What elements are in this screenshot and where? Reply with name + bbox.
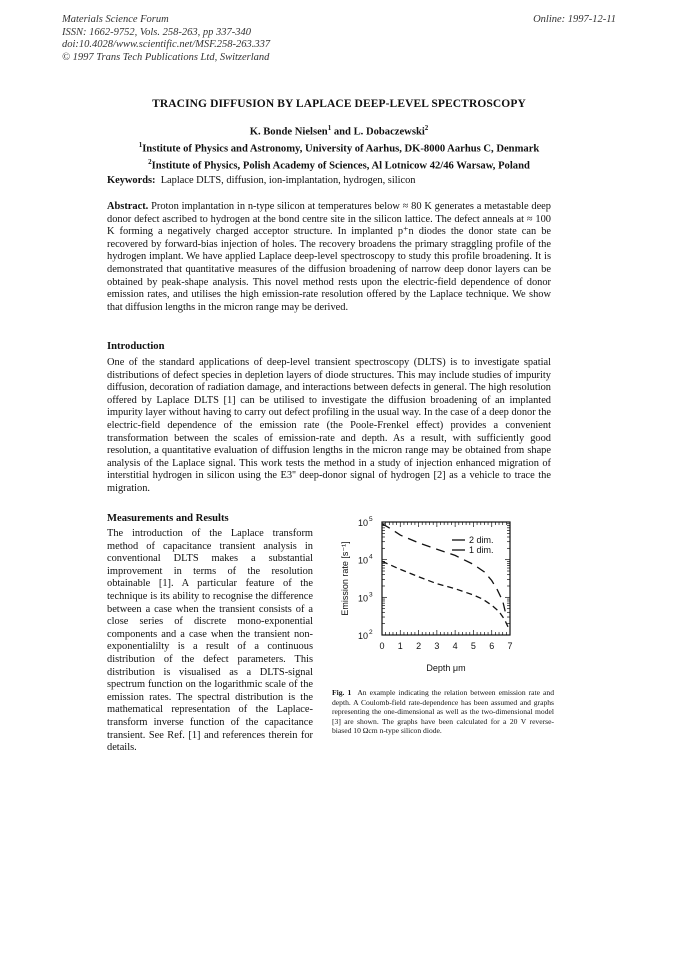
abstract-text: Proton implantation in n-type silicon at temperatures below ≈ 80 K generates a metastable deep donor defect ascribed to hydrogen at the bond centre site in the silicon lattice. The defect anneals at ≈ 100 K forming a negatively charged acceptor structure. In implanted p⁺n diodes the donor state can be recovered by forward-bias injection of holes. The recovery broadens the primary straggling profile of the hydrogen implant. We have applied Laplace deep-level spectroscopy to study this profile broadening. It is demonstrated that quantitative measures of the diffusion broadening of narrow deep donor layers can be obtained by peak-shape analysis. This novel method rests upon the electric-field dependence of donor emission rates, and utilises the high emission-rate resolution offered by the Laplace technique. We show that diffusion lengths in the micron range may be derived. <box>107 201 551 313</box>
affiliation-1 <box>0 139 678 156</box>
affiliation-2-sup: 2 <box>148 158 152 167</box>
author-line <box>0 122 678 139</box>
chart-legend <box>452 535 494 555</box>
x-tick-label: 1 <box>397 641 403 651</box>
x-tick-label: 4 <box>452 641 458 651</box>
y-tick-exponent: 5 <box>369 516 373 523</box>
legend-label-1: 2 dim. <box>469 535 494 545</box>
introduction-text: One of the standard applications of deep-level transient spectroscopy (DLTS) is to investigate spatial distributions of defect species in depletion layers of diode structures. This may include studies of impurity diffusion, decoration of radiation damage, and interactions between defects in general. The high resolution offered by Laplace DLTS [1] can be utilised to investigate the diffusion broadening of an implanted impurity layer without having to carry out defect profiling in the usual way. In the case of a deep donor the electric-field dependence of the emission rate (the Poole-Frenkel effect) provides a convenient transformation between the scales of emission-rate and depth. As a result, with sufficiently good resolution, a quantitative evaluation of diffusion lengths in the micron range may be obtained from shape analysis of the Laplace signal. This work tests the method in a study of injection enhanced migration of interstitial hydrogen in silicon using the E3'' deep-donor signal of hydrogen [2] as a vehicle to trace the migration. <box>107 357 551 494</box>
journal-name: Materials Science Forum <box>62 14 169 25</box>
affiliation-1-sup: 1 <box>138 141 143 150</box>
online-date: Online: 1997-12-11 <box>533 14 616 25</box>
y-tick-label: 10 <box>357 518 368 528</box>
author-block <box>0 122 678 173</box>
series-line-2 <box>382 561 508 627</box>
figure-label: Fig. 1 <box>332 688 352 697</box>
author-a-sup: 1 <box>327 124 332 132</box>
y-tick-exponent: 2 <box>369 629 373 636</box>
y-tick-label: 10 <box>357 631 368 641</box>
y-tick-label: 10 <box>357 593 368 604</box>
journal-header <box>62 14 270 64</box>
x-tick-label: 7 <box>507 641 513 651</box>
keywords-label: Keywords: <box>107 175 156 186</box>
legend-label-2: 1 dim. <box>469 545 494 555</box>
affiliation-2 <box>0 156 678 173</box>
x-tick-label: 3 <box>434 641 440 651</box>
y-tick-label: 10 <box>357 555 368 566</box>
affiliation-2-text: Institute of Physics, Polish Academy of Sciences, Al Lotnicow 42/46 Warsaw, Poland <box>151 160 530 172</box>
keywords-text: Laplace DLTS, diffusion, ion-implantation, hydrogen, silicon <box>160 175 416 186</box>
figure-caption-text: An example indicating the relation between emission rate and depth. A Coulomb-field rate-dependence has been assumed and graphs representing the one-dimensional as well as the two-dimensional model [3] are shown. The graphs have been calculated for a 20 V reverse-biased 10 Ωcm n-type silicon diode. <box>332 688 555 736</box>
figure-caption <box>332 688 554 736</box>
x-tick-label: 6 <box>489 641 495 651</box>
author-a: K. Bonde Nielsen <box>249 126 328 138</box>
y-tick-exponent: 4 <box>369 553 373 561</box>
abstract-label: Abstract. <box>107 201 149 212</box>
copyright: © 1997 Trans Tech Publications Ltd, Switzerland <box>62 51 270 63</box>
author-b-sup: 2 <box>424 124 429 132</box>
x-tick-label: 5 <box>470 641 476 651</box>
x-axis-title: Depth μm <box>426 663 466 673</box>
affiliation-1-text: Institute of Physics and Astronomy, University of Aarhus, DK-8000 Aarhus C, Denmark <box>142 143 540 155</box>
abstract <box>107 201 551 314</box>
paper-title: TRACING DIFFUSION BY LAPLACE DEEP-LEVEL SPECTROSCOPY <box>152 98 526 110</box>
y-axis-title: Emission rate [s⁻¹] <box>340 541 350 616</box>
x-tick-label: 0 <box>379 641 385 651</box>
emission-rate-chart <box>332 510 554 680</box>
author-b: and L. Dobaczewski <box>331 126 425 138</box>
doi: doi:10.4028/www.scientific.net/MSF.258-263.337 <box>62 39 271 50</box>
y-tick-exponent: 3 <box>369 591 373 599</box>
measurements-heading: Measurements and Results <box>107 513 229 524</box>
introduction-heading: Introduction <box>107 341 165 352</box>
x-tick-label: 2 <box>416 641 422 651</box>
issn: ISSN: 1662-9752, Vols. 258-263, pp 337-340 <box>62 26 251 38</box>
keywords <box>107 175 551 188</box>
measurements-text: The introduction of the Laplace transform method of capacitance transient analysis in conventional DLTS makes a substantial improvement in terms of the resolution obtainable [1]. A particular feature of the technique is its ability to recognise the difference between a case when the transient consists of a close series of discrete mono-exponential components and a case when the transient non-exponentialilty is a result of a continuous distribution of the defect parameters. This distribution is visualised as a DLTS-signal spectrum function on the logarithmic scale of the emission rates. The spectral distribution is the mathematical representation of the Laplace-transform inverse function of the capacitance transient. See Ref. [1] and references therein for details. <box>107 528 313 754</box>
